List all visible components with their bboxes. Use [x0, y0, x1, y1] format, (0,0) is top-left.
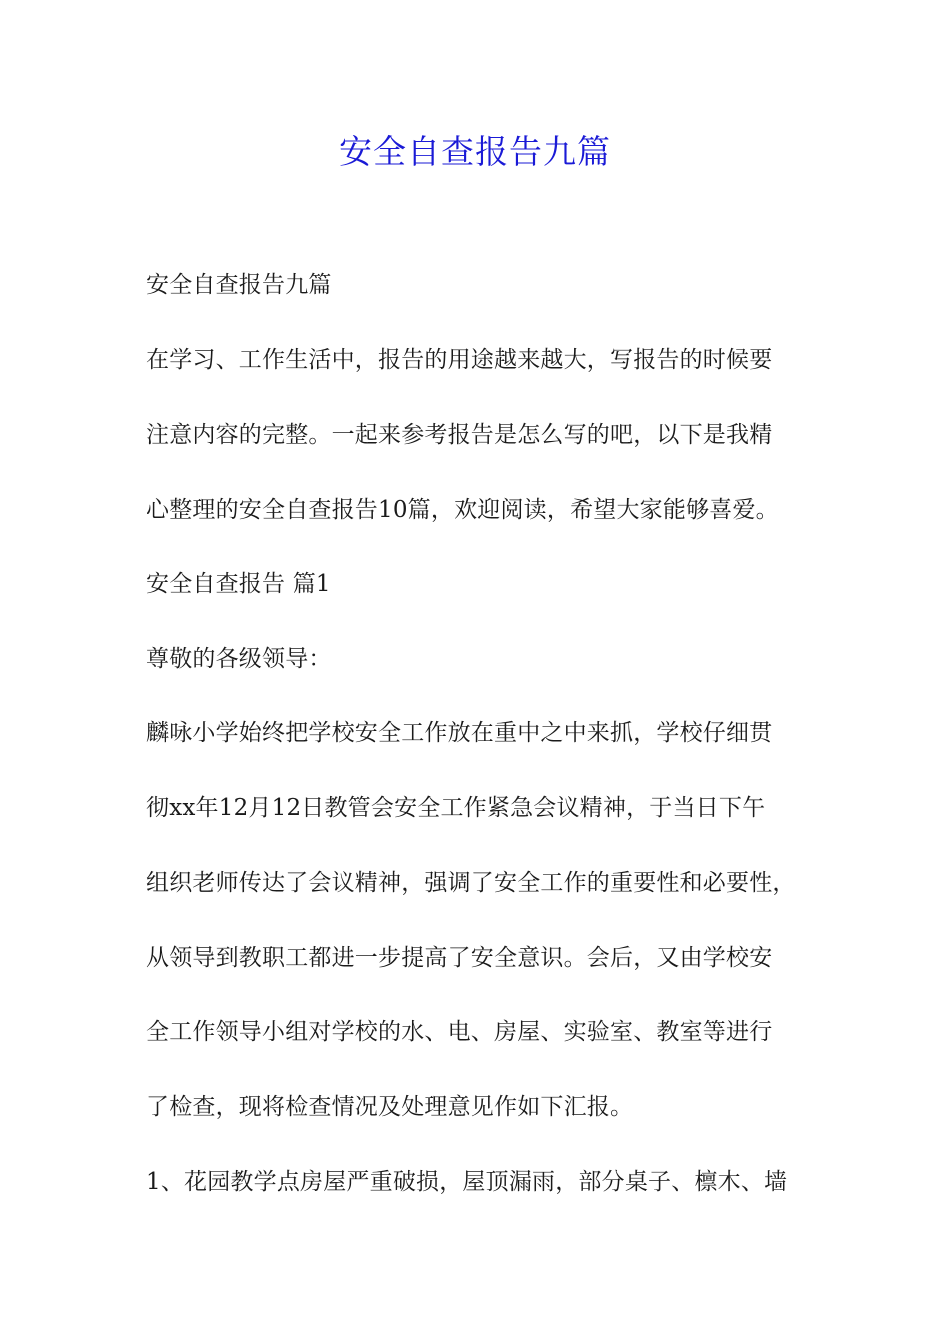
- body-line-3: 组织老师传达了会议精神，强调了安全工作的重要性和必要性，: [146, 870, 796, 896]
- subtitle-line: 安全自查报告九篇: [146, 272, 332, 298]
- body-line-1: 麟咏小学始终把学校安全工作放在重中之中来抓，学校仔细贯: [146, 720, 773, 746]
- body-line-2: 彻xx年12月12日教管会安全工作紧急会议精神，于当日下午: [146, 795, 766, 821]
- body-line-7: 1、花园教学点房屋严重破损，屋顶漏雨，部分桌子、檩木、墙: [146, 1169, 788, 1195]
- salutation: 尊敬的各级领导：: [146, 646, 332, 672]
- intro-line-1: 在学习、工作生活中，报告的用途越来越大，写报告的时候要: [146, 347, 773, 373]
- document-title: 安全自查报告九篇: [339, 132, 611, 171]
- intro-line-3: 心整理的安全自查报告10篇，欢迎阅读，希望大家能够喜爱。: [146, 497, 779, 523]
- intro-line-2: 注意内容的完整。一起来参考报告是怎么写的吧，以下是我精: [146, 422, 773, 448]
- body-line-6: 了检查，现将检查情况及处理意见作如下汇报。: [146, 1094, 634, 1120]
- body-line-5: 全工作领导小组对学校的水、电、房屋、实验室、教室等进行: [146, 1019, 773, 1045]
- body-line-4: 从领导到教职工都进一步提高了安全意识。会后，又由学校安: [146, 945, 773, 971]
- section-heading: 安全自查报告 篇1: [146, 571, 331, 597]
